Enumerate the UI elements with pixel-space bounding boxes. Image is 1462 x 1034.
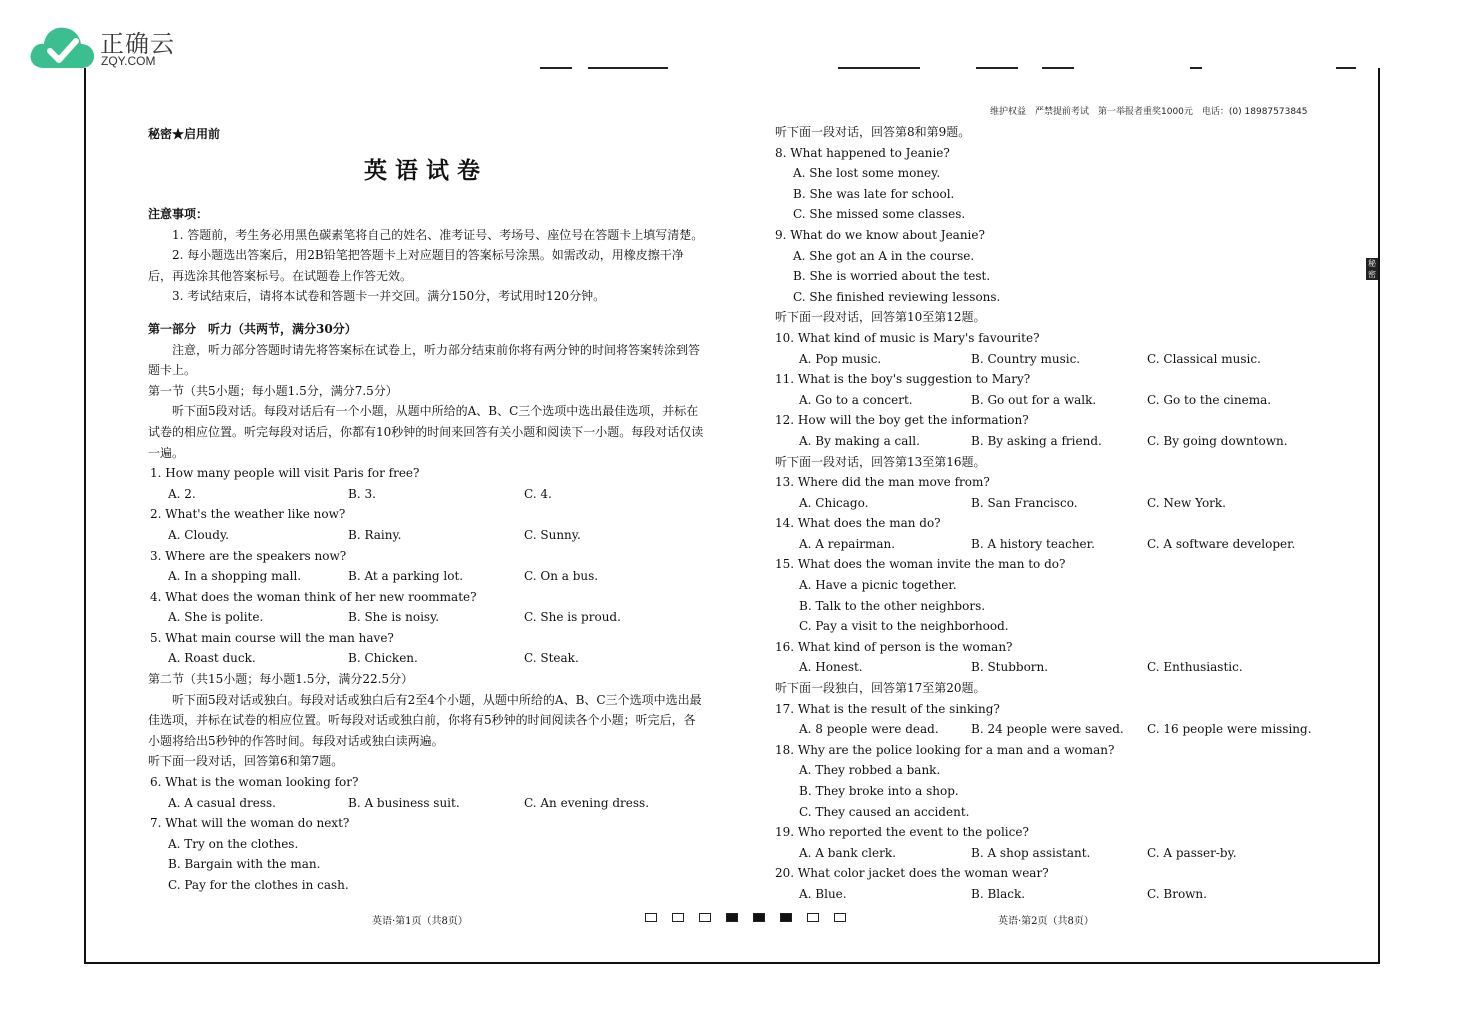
question: 13. Where did the man move from?: [775, 475, 990, 490]
option-c: C. Steak.: [524, 651, 579, 666]
mark-square: [672, 913, 684, 922]
option-b: B. Chicken.: [348, 651, 418, 666]
dialogue-instruction: 听下面一段对话，回答第8和第9题。: [775, 125, 971, 139]
option-a: A. Cloudy.: [168, 527, 229, 542]
exam-title: 英语试卷: [364, 157, 488, 184]
options-row: [148, 648, 704, 669]
option-b: B. A business suit.: [348, 795, 460, 810]
question: 16. What kind of person is the woman?: [775, 639, 1013, 654]
option-c: C. She is proud.: [524, 610, 621, 625]
option-c: C. They caused an accident.: [799, 804, 970, 819]
part1-title: 第一部分 听力（共两节，满分30分）: [148, 321, 357, 336]
option-b: B. San Francisco.: [971, 495, 1078, 510]
option-a: A. A casual dress.: [168, 795, 276, 810]
part1-note: 注意，听力部分答题时请先将答案标在试卷上，听力部分结束前你将有两分钟的时间将答案转涂到答题卡上。: [148, 342, 701, 378]
question: 17. What is the result of the sinking?: [775, 701, 1000, 716]
option-b: B. 24 people were saved.: [971, 722, 1124, 737]
options-row: [148, 607, 704, 628]
option-b: B. She is noisy.: [348, 610, 440, 625]
option-b: B. She is worried about the test.: [793, 269, 991, 284]
zqy-logo: [28, 22, 178, 74]
option-c: C. On a bus.: [524, 569, 599, 584]
dialogue-instruction: 听下面一段对话，回答第13至第16题。: [775, 454, 986, 469]
option-b: B. Black.: [971, 886, 1026, 901]
option-b: B. Stubborn.: [971, 660, 1049, 675]
options-row: [775, 493, 1335, 514]
option-c: C. An evening dress.: [524, 795, 650, 810]
option-c: C. Classical music.: [1147, 351, 1261, 366]
option-c: C. Pay for the clothes in cash.: [168, 878, 349, 892]
option-a: A. They robbed a bank.: [799, 763, 941, 778]
top-mark: [1042, 67, 1074, 69]
option-b: B. A history teacher.: [971, 536, 1095, 551]
frame-right-border: [1378, 68, 1380, 964]
option-c: C. She finished reviewing lessons.: [793, 289, 1001, 304]
question: 20. What color jacket does the woman wear?: [775, 866, 1049, 881]
option-c: C. A software developer.: [1147, 536, 1296, 551]
option-c: C. A passer-by.: [1147, 845, 1237, 860]
question: 7. What will the woman do next?: [150, 816, 350, 831]
option-a: A. Pop music.: [799, 351, 882, 366]
option-c: C. Sunny.: [524, 527, 581, 542]
options-row: [148, 566, 704, 587]
section1-note: 听下面5段对话。每段对话后有一个小题，从题中所给的A、B、C三个选项中选出最佳选项，并标在试卷的相应位置。听完每段对话后，你都有10秒钟的时间来回答有关小题和阅读下一小题。每段对话仅读一遍。: [148, 404, 704, 460]
top-mark: [838, 67, 920, 69]
notice-title: 注意事项：: [148, 207, 209, 221]
option-c: C. New York.: [1147, 495, 1226, 510]
dialogue-instruction: 听下面一段独白，回答第17至第20题。: [775, 681, 986, 696]
option-a: A. A repairman.: [799, 536, 896, 551]
option-c: C. Enthusiastic.: [1147, 660, 1243, 675]
secret-label: 秘密★启用前: [148, 127, 221, 141]
section2-note: 听下面5段对话或独白。每段对话或独白后有2至4个小题，从题中所给的A、B、C三个选项中选出最佳选项，并标在试卷的相应位置。听每段对话或独白前，你将有5秒钟的时间阅读各个小题；听完后，各小题将给出5秒钟的作答时间。每段对话或独白读两遍。: [148, 692, 702, 748]
frame-left-border: [84, 68, 86, 964]
option-b: B. Bargain with the man.: [168, 857, 321, 872]
option-a: A. Try on the clothes.: [168, 836, 299, 851]
question: 9. What do we know about Jeanie?: [775, 227, 985, 242]
notice-item: 2. 每小题选出答案后，用2B铅笔把答题卡上对应题目的答案标号涂黑。如需改动，用橡皮擦干净后，再选涂其他答案标号。在试题卷上作答无效。: [148, 248, 684, 283]
option-b: B. Rainy.: [348, 527, 402, 542]
option-c: C. Go to the cinema.: [1147, 392, 1272, 407]
options-row: [775, 884, 1335, 905]
options-row: [775, 657, 1335, 678]
page-two: [775, 122, 1335, 905]
options-row: [775, 349, 1335, 370]
question: 4. What does the woman think of her new roommate?: [150, 589, 477, 604]
option-c: C. Brown.: [1147, 886, 1207, 901]
notice-item: 3. 考试结束后，请将本试卷和答题卡一并交回。满分150分，考试用时120分钟。: [172, 289, 606, 304]
question: 18. Why are the police looking for a man and a woman?: [775, 742, 1115, 757]
cloud-check-icon: [28, 22, 96, 72]
question: 14. What does the man do?: [775, 516, 941, 531]
section2-title: 第二节（共15小题；每小题1.5分，满分22.5分）: [148, 672, 414, 687]
mark-square: [807, 913, 819, 922]
question: 19. Who reported the event to the police?: [775, 825, 1029, 840]
question: 12. How will the boy get the information?: [775, 413, 1029, 428]
dialogue-instruction: 听下面一段对话，回答第6和第7题。: [148, 754, 344, 769]
question: 3. Where are the speakers now?: [150, 548, 347, 563]
question: 2. What's the weather like now?: [150, 507, 346, 522]
option-a: A. Blue.: [799, 886, 847, 901]
options-row: [775, 431, 1335, 452]
options-row: [775, 719, 1335, 740]
option-b: B. Go out for a walk.: [971, 392, 1097, 407]
option-a: A. Roast duck.: [168, 651, 256, 666]
option-a: A. She lost some money.: [793, 166, 941, 181]
top-mark: [976, 67, 1018, 69]
mark-square: [834, 913, 846, 922]
question: 8. What happened to Jeanie?: [775, 145, 950, 160]
option-a: A. 8 people were dead.: [799, 722, 939, 737]
top-mark: [1190, 67, 1202, 69]
options-row: [148, 484, 704, 505]
option-b: B. They broke into a shop.: [799, 784, 959, 798]
frame-bottom-border: [84, 962, 1380, 964]
page-two-footer: 英语·第2页（共8页）: [998, 916, 1094, 927]
question: 15. What does the woman invite the man to do?: [775, 557, 1066, 572]
option-c: C. 4.: [524, 486, 552, 501]
mark-square: [699, 913, 711, 922]
question: 6. What is the woman looking for?: [150, 775, 359, 790]
option-b: B. By asking a friend.: [971, 433, 1102, 448]
option-b: B. At a parking lot.: [348, 569, 464, 584]
mark-square: [753, 913, 765, 922]
option-c: C. Pay a visit to the neighborhood.: [799, 619, 1009, 634]
page-header-notice: 维护权益 严禁提前考试 第一举报者重奖1000元 电话：(0) 18987573845: [990, 107, 1308, 117]
options-row: [775, 843, 1335, 864]
option-b: B. Country music.: [971, 351, 1081, 366]
page-one: [148, 124, 704, 896]
top-mark: [540, 67, 572, 69]
options-row: [148, 525, 704, 546]
option-a: A. Go to a concert.: [799, 392, 913, 407]
option-c: C. 16 people were missing.: [1147, 722, 1312, 737]
option-a: A. In a shopping mall.: [168, 569, 302, 584]
section1-title: 第一节（共5小题；每小题1.5分，满分7.5分）: [148, 383, 398, 398]
options-row: [775, 534, 1335, 555]
question: 11. What is the boy's suggestion to Mary?: [775, 372, 1031, 387]
options-row: [148, 793, 704, 814]
option-a: A. She got an A in the course.: [793, 248, 975, 263]
options-row: [775, 390, 1335, 411]
option-a: A. Honest.: [799, 660, 863, 675]
top-mark: [1336, 67, 1356, 69]
option-a: A. She is polite.: [168, 610, 264, 625]
page-one-footer: 英语·第1页（共8页）: [372, 916, 468, 927]
top-mark: [588, 67, 668, 69]
registration-marks: [645, 913, 846, 922]
option-b: B. A shop assistant.: [971, 845, 1091, 860]
notice-item: 1. 答题前，考生务必用黑色碳素笔将自己的姓名、准考证号、考场号、座位号在答题卡上填写清楚。: [172, 227, 704, 242]
mark-square: [780, 913, 792, 922]
mark-square: [645, 913, 657, 922]
option-b: B. 3.: [348, 486, 376, 501]
option-a: A. A bank clerk.: [799, 845, 896, 860]
mark-square: [726, 913, 738, 922]
option-a: A. By making a call.: [799, 433, 920, 448]
option-b: B. She was late for school.: [793, 186, 955, 201]
option-a: A. 2.: [168, 486, 196, 501]
logo-name: 正确云: [100, 30, 175, 58]
question: 5. What main course will the man have?: [150, 630, 394, 645]
option-a: A. Have a picnic together.: [799, 578, 957, 593]
option-a: A. Chicago.: [799, 495, 869, 510]
question: 1. How many people will visit Paris for free?: [150, 466, 420, 481]
logo-domain: ZQY.COM: [101, 54, 156, 68]
side-secret-tab: 秘密: [1368, 259, 1376, 279]
option-c: C. By going downtown.: [1147, 433, 1288, 448]
dialogue-instruction: 听下面一段对话，回答第10至第12题。: [775, 310, 986, 325]
option-b: B. Talk to the other neighbors.: [799, 598, 986, 613]
question: 10. What kind of music is Mary's favourite?: [775, 330, 1040, 345]
option-c: C. She missed some classes.: [793, 207, 966, 222]
